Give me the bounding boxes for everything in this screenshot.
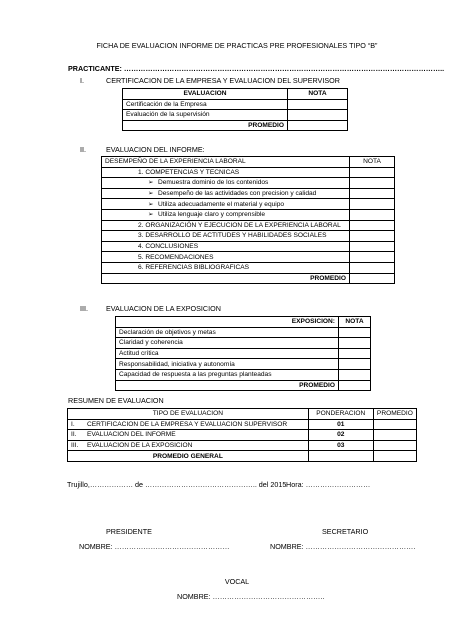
col-nota: NOTA — [339, 317, 371, 328]
row-label: EVALUACION DE LA EXPOSICION — [84, 440, 308, 451]
section-1-heading: CERTIFICACION DE LA EMPRESA Y EVALUACION DEL SUPERVISOR — [106, 76, 340, 85]
nota-cell[interactable] — [339, 338, 371, 349]
item-desarrollo: 3. DESARROLLO DE ACTITUDES Y HABILIDADES SOCIALES — [102, 231, 350, 242]
arrow-bullet-icon: ➢ — [148, 179, 154, 187]
section-2-heading: EVALUACION DEL INFORME: — [106, 145, 205, 154]
section-3-heading: EVALUACION DE LA EXPOSICION — [106, 304, 221, 313]
presidente-label: PRESIDENTE — [106, 527, 152, 536]
subitem: Demuestra dominio de los contenidos — [158, 179, 269, 187]
nota-cell[interactable] — [339, 348, 371, 359]
row-ponderacion: 01 — [308, 419, 373, 430]
row-claridad: Claridad y coherencia — [116, 338, 339, 349]
item-conclusiones: 4. CONCLUSIONES — [102, 241, 350, 252]
secretario-nombre: NOMBRE: ………………………………………. — [270, 542, 416, 551]
nota-cell[interactable] — [350, 209, 395, 220]
row-certificacion: Certificación de la Empresa — [123, 99, 288, 110]
arrow-bullet-icon: ➢ — [148, 211, 154, 219]
promedio-cell[interactable] — [288, 120, 348, 131]
col-exposicion: EXPOSICION: — [116, 317, 339, 328]
nota-cell[interactable] — [350, 241, 395, 252]
arrow-bullet-icon: ➢ — [148, 200, 154, 208]
row-objetivos: Declaración de objetivos y metas — [116, 327, 339, 338]
col-tipo: TIPO DE EVALUACION — [68, 409, 309, 420]
row-ponderacion: 03 — [308, 440, 373, 451]
nota-cell[interactable] — [339, 327, 371, 338]
item-organizacion: 2. ORGANIZACIÓN Y EJECUCION DE LA EXPERIENCIA LABORAL — [102, 220, 350, 231]
section-2-number: II. — [80, 145, 86, 154]
section-2-table — [101, 156, 395, 284]
nota-cell[interactable] — [350, 167, 395, 178]
nota-cell[interactable] — [350, 231, 395, 242]
row-ponderacion: 02 — [308, 430, 373, 441]
row-num: II. — [68, 430, 85, 441]
row-num: III. — [68, 440, 85, 451]
row-label: CERTIFICACION DE LA EMPRESA Y EVALUACION SUPERVISOR — [84, 419, 308, 430]
col-evaluacion: EVALUACION — [123, 89, 288, 100]
row-capacidad: Capacidad de respuesta a las preguntas planteadas — [116, 369, 339, 380]
item-recomendaciones: 5. RECOMENDACIONES — [102, 252, 350, 263]
section-1-number: I. — [80, 76, 84, 85]
row-supervision: Evaluación de la supervisión — [123, 110, 288, 121]
date-line: Trujillo,……………… de ……………………………………….. del 2015 — [67, 480, 287, 489]
resumen-heading: RESUMEN DE EVALUACION — [68, 396, 164, 405]
promedio-general-cell[interactable] — [373, 451, 416, 462]
row-actitud: Actitud crítica — [116, 348, 339, 359]
promedio-label: PROMEDIO — [123, 120, 288, 131]
nota-cell[interactable] — [350, 178, 395, 189]
nota-cell[interactable] — [350, 199, 395, 210]
col-promedio: PROMEDIO — [373, 409, 416, 420]
promedio-cell[interactable] — [373, 419, 416, 430]
row-responsabilidad: Responsabilidad, iniciativa y autonomía — [116, 359, 339, 370]
subitem: Utiliza adecuadamente el material y equipo — [158, 200, 285, 208]
page-title: FICHA DE EVALUACION INFORME DE PRACTICAS PRE PROFESIONALES TIPO “B” — [96, 41, 378, 50]
nota-cell[interactable] — [339, 369, 371, 380]
col-nota: NOTA — [288, 89, 348, 100]
hora-line: Hora: ……………………… — [286, 480, 371, 489]
col-ponderacion: PONDERACION — [308, 409, 373, 420]
subitem: Desempeño de las actividades con precision y calidad — [158, 190, 317, 198]
promedio-label: PROMEDIO — [116, 380, 339, 391]
promedio-cell[interactable] — [373, 440, 416, 451]
nota-cell[interactable] — [350, 262, 395, 273]
promedio-cell[interactable] — [350, 273, 395, 284]
section-3-table — [115, 316, 371, 391]
nota-cell[interactable] — [288, 110, 348, 121]
nota-cell[interactable] — [350, 252, 395, 263]
empty-cell — [308, 451, 373, 462]
item-competencias: 1. COMPETENCIAS Y TECNICAS — [102, 167, 350, 178]
presidente-nombre: NOMBRE: ………………………………………… — [79, 542, 230, 551]
nota-cell[interactable] — [339, 359, 371, 370]
arrow-bullet-icon: ➢ — [148, 190, 154, 198]
nota-cell[interactable] — [350, 188, 395, 199]
section-1-table — [122, 88, 348, 131]
col-desempeno: DESEMPEÑO DE LA EXPERIENCIA LABORAL — [102, 157, 350, 168]
section-3-number: III. — [80, 304, 88, 313]
subitem: Utiliza lenguaje claro y comprensible — [158, 211, 266, 219]
promedio-general-label: PROMEDIO GENERAL — [68, 451, 309, 462]
promedio-cell[interactable] — [339, 380, 371, 391]
promedio-cell[interactable] — [373, 430, 416, 441]
item-referencias: 6. REFERENCIAS BIBLIOGRAFICAS — [102, 262, 350, 273]
row-label: EVALUACION DEL INFORME — [84, 430, 308, 441]
secretario-label: SECRETARIO — [322, 527, 369, 536]
vocal-nombre: NOMBRE: ……………………………………….. — [177, 592, 325, 601]
vocal-label: VOCAL — [224, 577, 250, 586]
practicante-field: PRACTICANTE: …………………………………………………………………………………………………………………….. — [68, 64, 445, 73]
row-num: I. — [68, 419, 85, 430]
promedio-label: PROMEDIO — [102, 273, 350, 284]
resumen-table — [67, 408, 417, 462]
col-nota: NOTA — [350, 157, 395, 168]
nota-cell[interactable] — [288, 99, 348, 110]
nota-cell[interactable] — [350, 220, 395, 231]
